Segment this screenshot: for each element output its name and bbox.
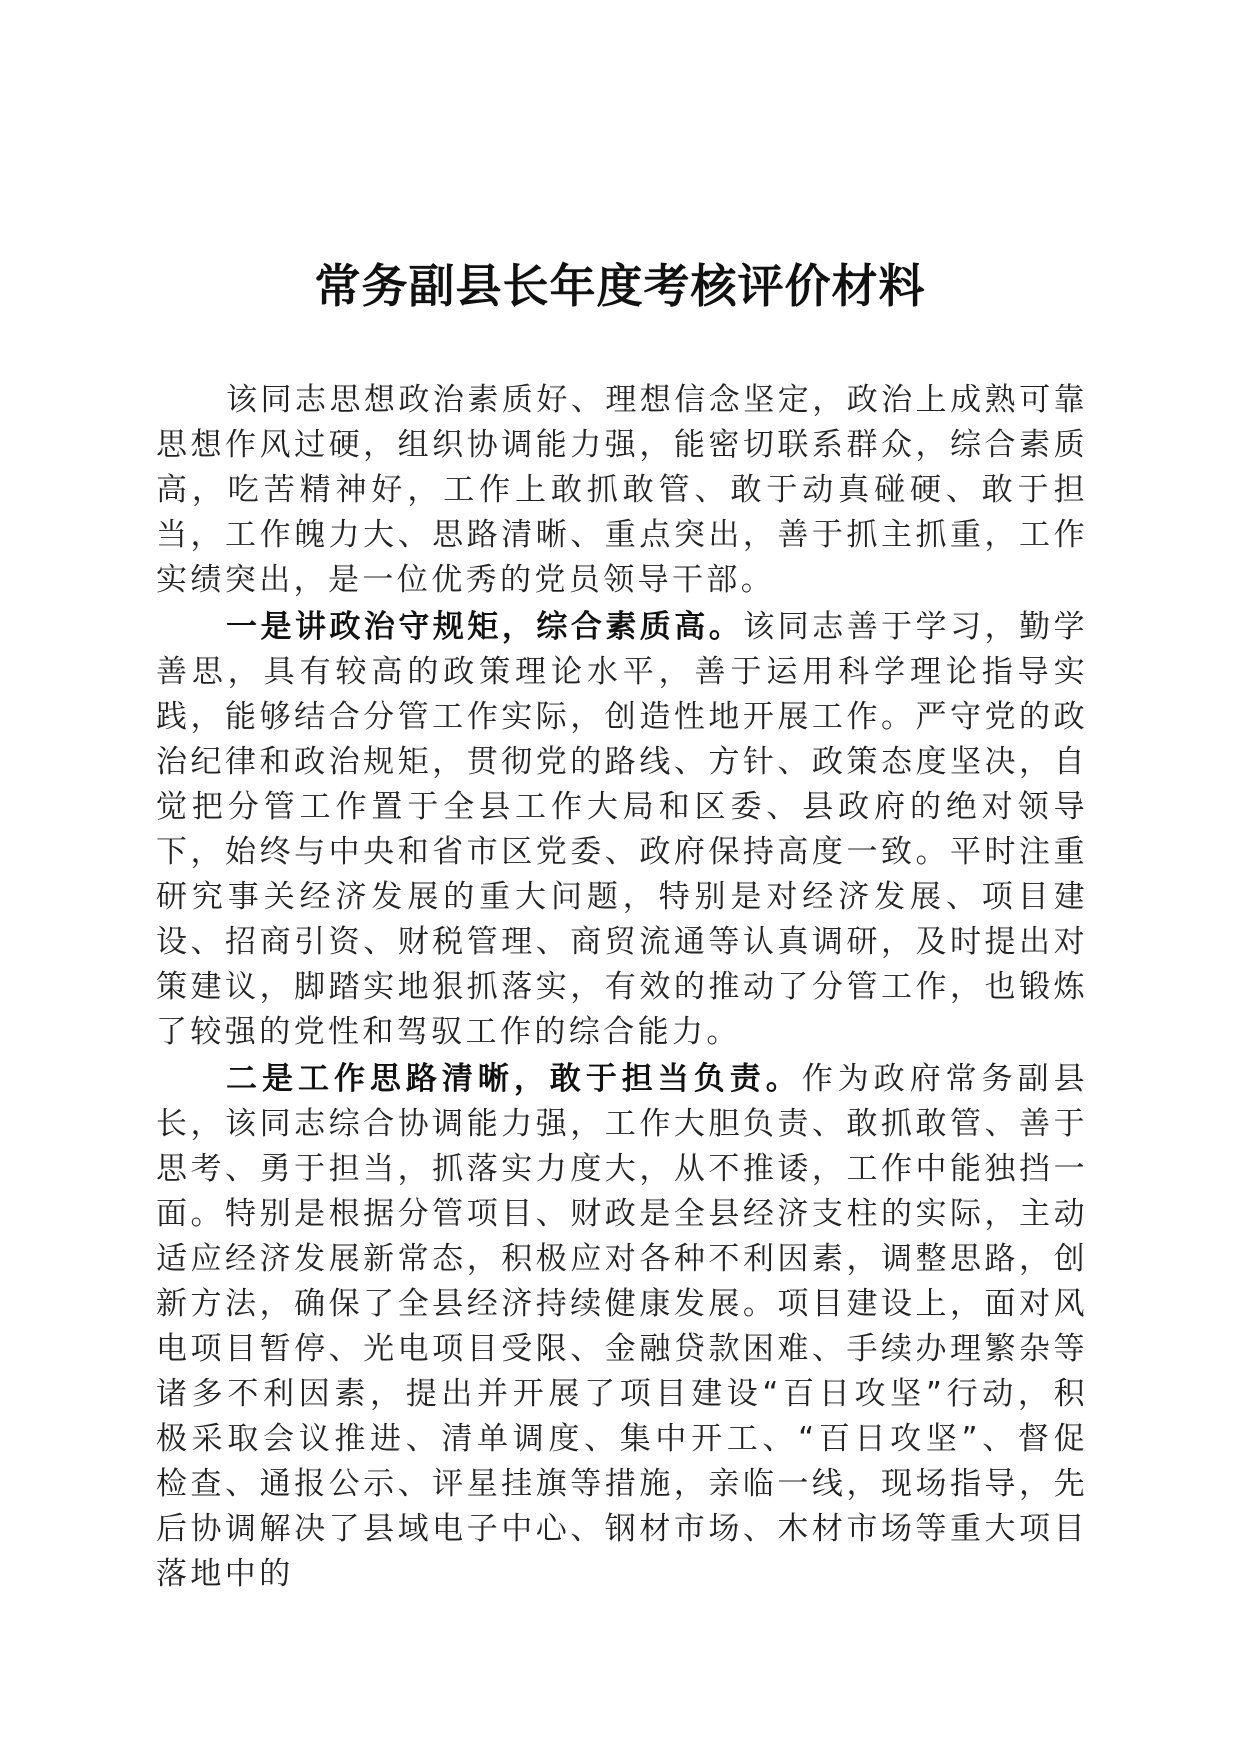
document-body — [156, 378, 1088, 1597]
paragraph-lead: 二是工作思路清晰，敢于担当负责。 — [226, 1061, 802, 1097]
paragraph-intro — [156, 378, 1088, 603]
paragraph-text: 该同志善于学习，勤学善思，具有较高的政策理论水平，善于运用科学理论指导实践，能够结合分管工作实际，创造性地开展工作。严守党的政治纪律和政治规矩，贯彻党的路线、方针、政策态度坚决，自觉把分管工作置于全县工作大局和区委、县政府的绝对领导下，始终与中央和省市区党委、政府保持高度一致。平时注重研究事关经济发展的重大问题，特别是对经济发展、项目建设、招商引资、财税管理、商贸流通等认真调研，及时提出对策建议，脚踏实地狠抓落实，有效的推动了分管工作，也锻炼了较强的党性和驾驭工作的综合能力。 — [156, 609, 1088, 1050]
paragraph-text: 作为政府常务副县长，该同志综合协调能力强，工作大胆负责、敢抓敢管、善于思考、勇于担当，抓落实力度大，从不推诿，工作中能独挡一面。特别是根据分管项目、财政是全县经济支柱的实际，主动适应经济发展新常态，积极应对各种不利因素，调整思路，创新方法，确保了全县经济持续健康发展。项目建设上，面对风电项目暂停、光电项目受限、金融贷款困难、手续办理繁杂等诸多不利因素，提出并开展了项目建设“百日攻坚”行动，积极采取会议推进、清单调度、集中开工、“百日攻坚”、督促检查、通报公示、评星挂旗等措施，亲临一线，现场指导，先后协调解决了县域电子中心、钢材市场、木材市场等重大项目落地中的 — [156, 1061, 1088, 1592]
paragraph-lead: 一是讲政治守规矩，综合素质高。 — [226, 609, 744, 645]
document-title: 常务副县长年度考核评价材料 — [314, 259, 926, 313]
paragraph-point-two — [156, 1057, 1088, 1597]
paragraph-text: 该同志思想政治素质好、理想信念坚定，政治上成熟可靠思想作风过硬，组织协调能力强，能密切联系群众，综合素质高，吃苦精神好，工作上敢抓敢管、敢于动真碰硬、敢于担当，工作魄力大、思路清晰、重点突出，善于抓主抓重，工作实绩突出，是一位优秀的党员领导干部。 — [156, 382, 1088, 598]
paragraph-point-one — [156, 605, 1088, 1055]
